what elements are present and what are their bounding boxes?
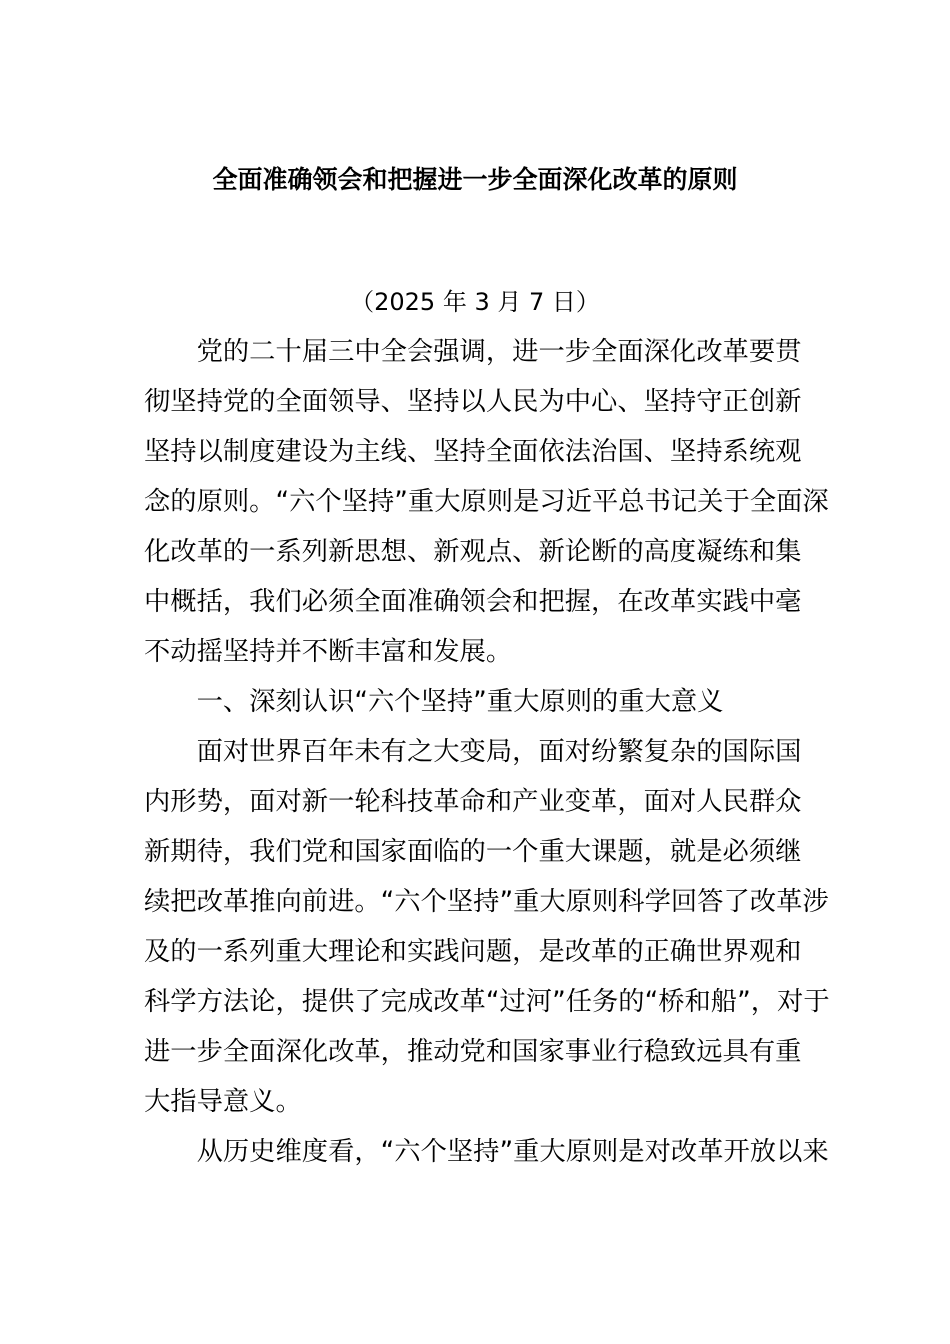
paragraph-line: 科学方法论，提供了完成改革“过河”任务的“桥和船”，对于 [144, 987, 830, 1017]
paragraph-line: 续把改革推向前进。“六个坚持”重大原则科学回答了改革涉 [144, 887, 829, 917]
paragraph-line: 中概括，我们必须全面准确领会和把握，在改革实践中毫 [144, 587, 802, 617]
paragraph-line: 面对世界百年未有之大变局，面对纷繁复杂的国际国 [144, 737, 802, 767]
paragraph-line: 坚持以制度建设为主线、坚持全面依法治国、坚持系统观 [144, 437, 802, 467]
document-date: （2025 年 3 月 7 日） [350, 288, 600, 316]
paragraph-line: 化改革的一系列新思想、新观点、新论断的高度凝练和集 [144, 537, 802, 567]
paragraph-line: 念的原则。“六个坚持”重大原则是习近平总书记关于全面深 [144, 487, 829, 517]
paragraph-line: 不动摇坚持并不断丰富和发展。 [144, 637, 513, 667]
paragraph-line: 新期待，我们党和国家面临的一个重大课题，就是必须继 [144, 837, 802, 867]
paragraph-line: 大指导意义。 [144, 1087, 302, 1117]
paragraph-line: 内形势，面对新一轮科技革命和产业变革，面对人民群众 [144, 787, 802, 817]
paragraph-line: 进一步全面深化改革，推动党和国家事业行稳致远具有重 [144, 1037, 802, 1067]
paragraph-line: 党的二十届三中全会强调，进一步全面深化改革要贯 [144, 337, 802, 367]
document-title: 全面准确领会和把握进一步全面深化改革的原则 [212, 165, 738, 194]
section-heading: 一、深刻认识“六个坚持”重大原则的重大意义 [144, 687, 724, 717]
paragraph-line: 及的一系列重大理论和实践问题，是改革的正确世界观和 [144, 937, 802, 967]
paragraph-line: 从历史维度看，“六个坚持”重大原则是对改革开放以来 [144, 1137, 829, 1167]
paragraph-line: 彻坚持党的全面领导、坚持以人民为中心、坚持守正创新 [144, 387, 802, 417]
